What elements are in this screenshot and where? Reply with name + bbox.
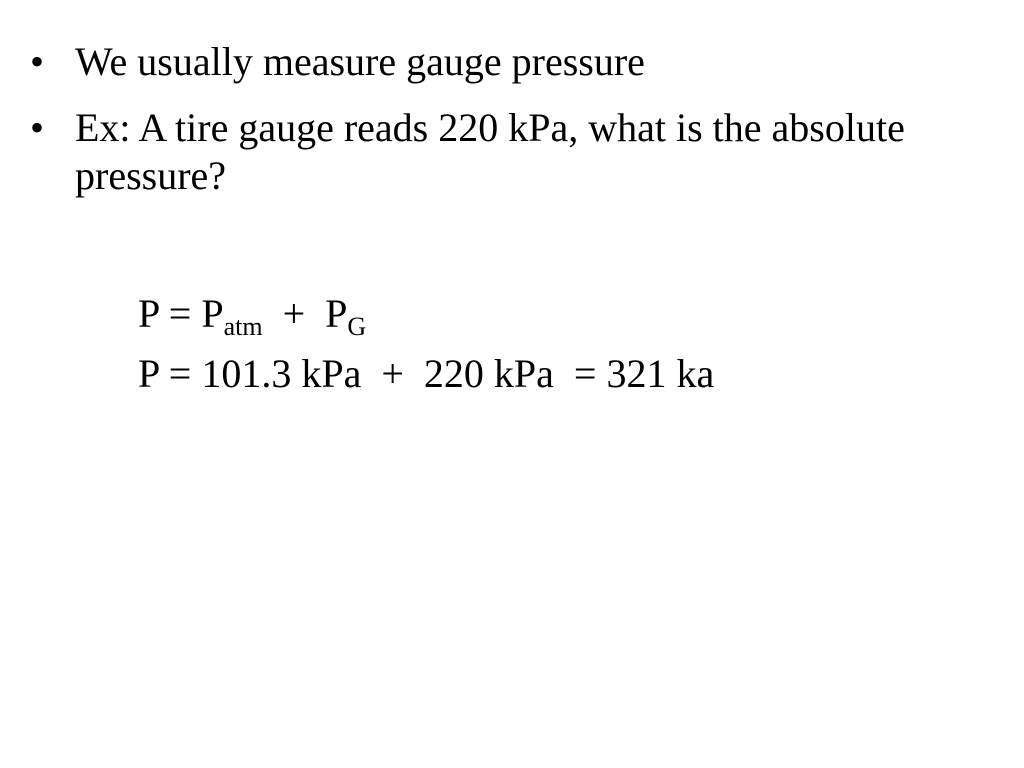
bullet-marker: • xyxy=(30,39,45,84)
bullet-text: We usually measure gauge pressure xyxy=(75,39,645,84)
equation-formula xyxy=(138,290,714,341)
equation-formula-lhs: P = P xyxy=(138,291,224,336)
subscript-atm: atm xyxy=(223,312,263,341)
bullet-marker: • xyxy=(30,105,45,150)
equation-calculation: P = 101.3 kPa + 220 kPa = 321 ka xyxy=(138,351,715,396)
bullet-item-tire-example xyxy=(30,104,930,200)
equation-formula-plus: + P xyxy=(262,291,348,336)
bullet-list xyxy=(30,38,930,218)
equations xyxy=(138,290,714,410)
bullet-item-gauge-pressure xyxy=(30,38,930,86)
subscript-g: G xyxy=(347,312,367,341)
bullet-text: Ex: A tire gauge reads 220 kPa, what is the absolute pressure? xyxy=(75,105,905,198)
